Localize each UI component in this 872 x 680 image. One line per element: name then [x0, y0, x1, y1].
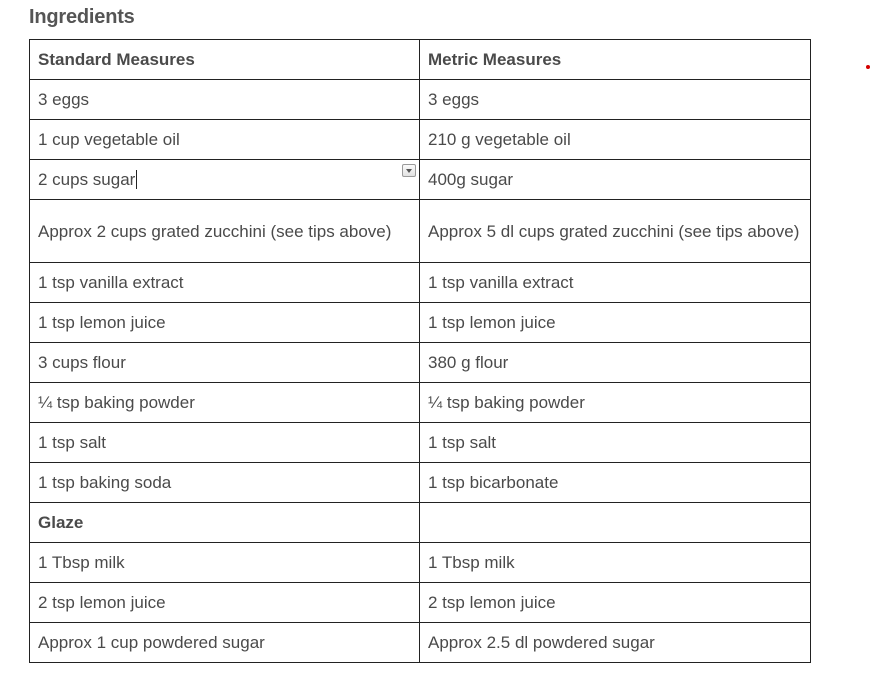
metric-cell[interactable]: 210 g vegetable oil: [420, 120, 811, 160]
metric-cell[interactable]: ¼ tsp baking powder: [420, 383, 811, 423]
metric-cell[interactable]: Approx 2.5 dl powdered sugar: [420, 623, 811, 663]
glaze-label[interactable]: Glaze: [30, 503, 420, 543]
text-cursor: [136, 170, 137, 189]
table-row: [30, 423, 811, 463]
table-header-row: [30, 40, 811, 80]
standard-cell[interactable]: 3 cups flour: [30, 343, 420, 383]
table-row: [30, 583, 811, 623]
metric-cell[interactable]: 400g sugar: [420, 160, 811, 200]
table-row: [30, 383, 811, 423]
table-row: [30, 200, 811, 263]
standard-cell[interactable]: 1 tsp baking soda: [30, 463, 420, 503]
table-row: [30, 623, 811, 663]
metric-cell[interactable]: 2 tsp lemon juice: [420, 583, 811, 623]
table-row: [30, 263, 811, 303]
triangle-down-icon: [406, 169, 412, 173]
table-row: [30, 80, 811, 120]
metric-cell[interactable]: 380 g flour: [420, 343, 811, 383]
ingredients-heading: Ingredients: [29, 6, 135, 28]
table-row: [30, 120, 811, 160]
table-row: [30, 463, 811, 503]
metric-cell[interactable]: 1 tsp lemon juice: [420, 303, 811, 343]
dropdown-arrow-icon[interactable]: [402, 164, 416, 177]
standard-cell[interactable]: ¼ tsp baking powder: [30, 383, 420, 423]
table-row: [30, 303, 811, 343]
red-dot-marker: [866, 65, 870, 69]
header-standard-measures[interactable]: Standard Measures: [30, 40, 420, 80]
standard-cell[interactable]: Approx 1 cup powdered sugar: [30, 623, 420, 663]
ingredients-table: [29, 39, 811, 663]
standard-cell[interactable]: Approx 2 cups grated zucchini (see tips above): [30, 200, 420, 263]
standard-cell[interactable]: 3 eggs: [30, 80, 420, 120]
metric-cell[interactable]: 3 eggs: [420, 80, 811, 120]
standard-cell[interactable]: 1 tsp salt: [30, 423, 420, 463]
table-row-active: [30, 160, 811, 200]
metric-cell[interactable]: Approx 5 dl cups grated zucchini (see tips above): [420, 200, 811, 263]
metric-cell[interactable]: 1 tsp bicarbonate: [420, 463, 811, 503]
empty-cell[interactable]: [420, 503, 811, 543]
metric-cell[interactable]: 1 tsp salt: [420, 423, 811, 463]
metric-cell[interactable]: 1 tsp vanilla extract: [420, 263, 811, 303]
table-row: [30, 543, 811, 583]
active-cell-text[interactable]: 2 cups sugar: [38, 170, 136, 189]
metric-cell[interactable]: 1 Tbsp milk: [420, 543, 811, 583]
standard-cell-active[interactable]: [30, 160, 420, 200]
standard-cell[interactable]: 2 tsp lemon juice: [30, 583, 420, 623]
glaze-section-row: [30, 503, 811, 543]
standard-cell[interactable]: 1 tsp lemon juice: [30, 303, 420, 343]
standard-cell[interactable]: 1 tsp vanilla extract: [30, 263, 420, 303]
standard-cell[interactable]: 1 cup vegetable oil: [30, 120, 420, 160]
standard-cell[interactable]: 1 Tbsp milk: [30, 543, 420, 583]
header-metric-measures[interactable]: Metric Measures: [420, 40, 811, 80]
table-row: [30, 343, 811, 383]
